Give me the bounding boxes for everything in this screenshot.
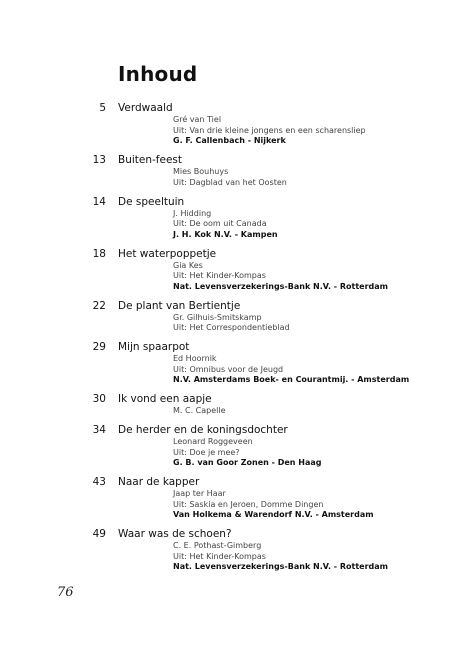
toc-entry-source: Uit: De oom uit Canada — [173, 219, 267, 228]
toc-entry-author: Leonard Roggeveen — [173, 437, 253, 446]
toc-entry-publisher: Van Holkema & Warendorf N.V. - Amsterdam — [173, 510, 374, 519]
toc-entry-page: 29 — [92, 341, 106, 353]
toc-entry-page: 18 — [92, 247, 106, 260]
toc-entry — [0, 392, 452, 417]
toc-entry-title: De plant van Bertientje — [118, 299, 241, 312]
toc-entry — [0, 195, 452, 241]
toc-entry-source: Uit: Het Correspondentieblad — [173, 323, 290, 332]
toc-entry-title: Het waterpoppetje — [118, 247, 217, 260]
toc-entry — [0, 153, 452, 188]
toc-entry-author: Gré van Tiel — [173, 115, 222, 124]
toc-entry-source: Uit: Omnibus voor de Jeugd — [173, 364, 284, 374]
toc-entry-author: Gia Kes — [173, 260, 203, 270]
toc-entry-page: 43 — [92, 476, 106, 488]
toc-entry-author: J. Hidding — [173, 208, 212, 218]
toc-entry-source: Uit: Dagblad van het Oosten — [173, 177, 287, 187]
toc-entry — [0, 299, 452, 334]
toc-entry-page: 49 — [92, 528, 106, 540]
toc-entry-title: Mijn spaarpot — [118, 341, 190, 353]
toc-entry — [0, 423, 452, 469]
toc-entry-source: Uit: Doe je mee? — [173, 447, 240, 457]
toc-entry — [0, 340, 452, 386]
toc-entry-title: Naar de kapper — [118, 476, 200, 488]
toc-entry-title: De herder en de koningsdochter — [118, 424, 288, 436]
toc-entry-source: Uit: Van drie kleine jongens en een scharensliep — [173, 125, 366, 135]
table-of-contents — [0, 101, 452, 579]
toc-entry — [0, 475, 452, 521]
toc-entry-page: 5 — [99, 102, 106, 114]
toc-entry-author: C. E. Pothast-Gimberg — [173, 541, 262, 550]
toc-entry-title: Ik vond een aapje — [118, 393, 212, 405]
toc-entry-author: M. C. Capelle — [173, 406, 226, 415]
toc-entry-page: 14 — [92, 195, 106, 208]
toc-entry-author: Ed Hoornik — [173, 354, 217, 363]
toc-entry-publisher: J. H. Kok N.V. - Kampen — [173, 229, 278, 239]
toc-entry-author: Jaap ter Haar — [173, 489, 226, 498]
toc-entry-publisher: Nat. Levensverzekerings-Bank N.V. - Rotterdam — [173, 281, 389, 291]
toc-entry-author: Gr. Gilhuis-Smitskamp — [173, 312, 262, 322]
page-heading: Inhoud — [118, 62, 198, 86]
toc-entry-page: 13 — [92, 154, 106, 166]
toc-entry-source: Uit: Het Kinder-Kompas — [173, 551, 266, 561]
toc-entry-source: Uit: Het Kinder-Kompas — [173, 271, 266, 280]
toc-entry-publisher: Nat. Levensverzekerings-Bank N.V. - Rotterdam — [173, 562, 389, 571]
toc-entry-publisher: N.V. Amsterdams Boek- en Courantmij. - Amsterdam — [173, 375, 410, 384]
toc-entry — [0, 247, 452, 293]
toc-entry-page: 34 — [92, 424, 106, 436]
toc-entry-publisher: G. F. Callenbach - Nijkerk — [173, 136, 286, 145]
toc-entry-author: Mies Bouhuys — [173, 167, 229, 176]
toc-entry-source: Uit: Saskia en Jeroen, Domme Dingen — [173, 499, 324, 509]
toc-entry-title: Verdwaald — [118, 102, 173, 114]
toc-entry-page: 30 — [92, 393, 106, 405]
page-number: 76 — [57, 585, 74, 600]
toc-entry — [0, 101, 452, 147]
toc-entry-title: De speeltuin — [118, 195, 185, 208]
toc-entry-publisher: G. B. van Goor Zonen - Den Haag — [173, 458, 322, 467]
toc-entry — [0, 527, 452, 573]
toc-entry-title: Waar was de schoen? — [118, 528, 232, 540]
toc-entry-page: 22 — [92, 299, 106, 312]
toc-entry-title: Buiten-feest — [118, 154, 182, 166]
